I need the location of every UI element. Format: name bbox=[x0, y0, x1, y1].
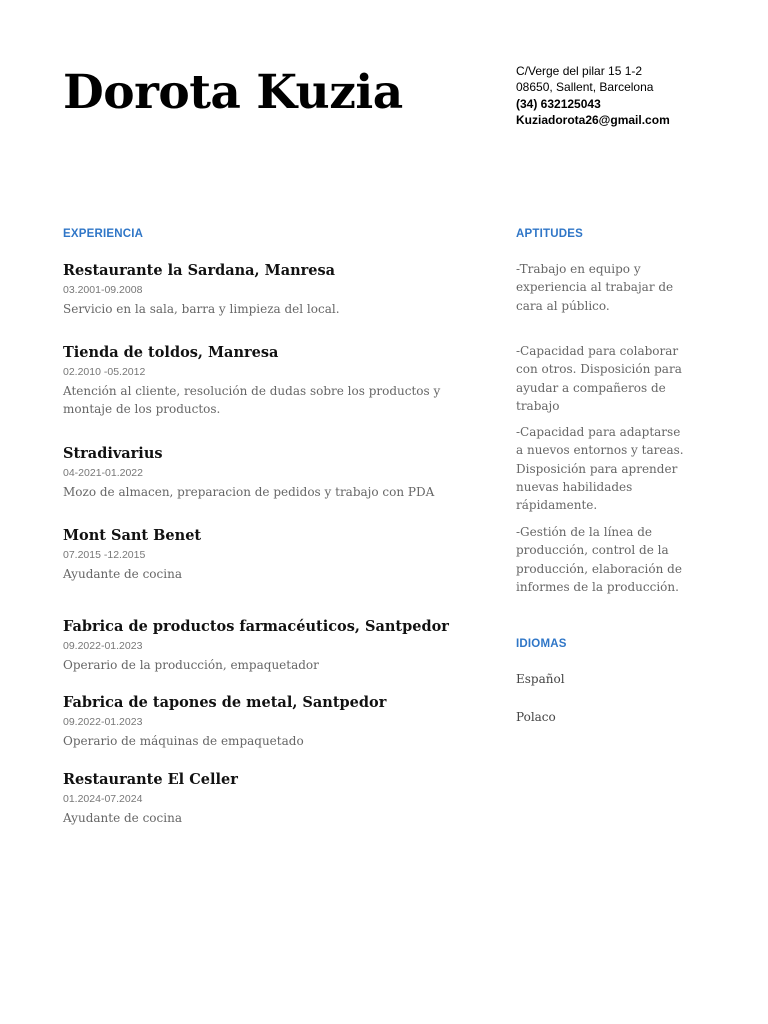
language-item: Polaco bbox=[516, 710, 556, 724]
job-entry bbox=[63, 343, 483, 418]
job-description: Ayudante de cocina bbox=[63, 567, 182, 581]
job-name: Tienda de toldos, Manresa bbox=[63, 344, 279, 361]
job-date: 04-2021-01.2022 bbox=[63, 467, 143, 479]
job-entry bbox=[63, 693, 483, 750]
job-date: 09.2022-01.2023 bbox=[63, 716, 143, 728]
address-line-1: C/Verge del pilar 15 1-2 bbox=[516, 64, 643, 78]
job-date: 07.2015 -12.2015 bbox=[63, 549, 146, 561]
job-date: 03.2001-09.2008 bbox=[63, 284, 143, 296]
skills-heading: APTITUDES bbox=[516, 228, 583, 240]
job-entry bbox=[63, 444, 483, 501]
job-name: Fabrica de tapones de metal, Santpedor bbox=[63, 694, 387, 711]
phone-number: (34) 632125043 bbox=[516, 96, 601, 111]
job-entry bbox=[63, 617, 483, 674]
job-entry bbox=[63, 261, 483, 318]
job-description: Servicio en la sala, barra y limpieza del local. bbox=[63, 302, 340, 316]
job-name: Stradivarius bbox=[63, 445, 163, 462]
job-name: Restaurante El Celler bbox=[63, 771, 238, 788]
experience-heading: EXPERIENCIA bbox=[63, 228, 144, 240]
job-date: 02.2010 -05.2012 bbox=[63, 366, 146, 378]
job-description: Atención al cliente, resolución de dudas sobre los productos y montaje de los productos. bbox=[63, 384, 441, 416]
job-name: Fabrica de productos farmacéuticos, Santpedor bbox=[63, 618, 449, 635]
job-description: Operario de la producción, empaquetador bbox=[63, 658, 319, 672]
job-description: Ayudante de cocina bbox=[63, 811, 182, 825]
job-description: Mozo de almacen, preparacion de pedidos y trabajo con PDA bbox=[63, 485, 435, 499]
languages-heading: IDIOMAS bbox=[516, 638, 567, 650]
address-line-2: 08650, Sallent, Barcelona bbox=[516, 80, 654, 95]
contact-block bbox=[516, 63, 670, 128]
skill-item: -Capacidad para adaptarse a nuevos entornos y tareas. Disposición para aprender nuevas habilidades rápidamente. bbox=[516, 425, 684, 513]
job-name: Mont Sant Benet bbox=[63, 527, 202, 544]
job-date: 01.2024-07.2024 bbox=[63, 793, 143, 805]
skill-item: -Capacidad para colaborar con otros. Disposición para ayudar a compañeros de trabajo bbox=[516, 344, 682, 413]
email-address: Kuziadorota26@gmail.com bbox=[516, 112, 670, 127]
language-item: Español bbox=[516, 672, 565, 686]
job-name: Restaurante la Sardana, Manresa bbox=[63, 262, 336, 279]
skill-item: -Trabajo en equipo y experiencia al trabajar de cara al público. bbox=[516, 262, 674, 313]
job-entry bbox=[63, 770, 483, 827]
job-entry bbox=[63, 526, 483, 583]
job-description: Operario de máquinas de empaquetado bbox=[63, 734, 304, 748]
skill-item: -Gestión de la línea de producción, control de la producción, elaboración de informes de la producción. bbox=[516, 525, 682, 594]
job-date: 09.2022-01.2023 bbox=[63, 640, 143, 652]
candidate-name: Dorota Kuzia bbox=[63, 65, 403, 120]
